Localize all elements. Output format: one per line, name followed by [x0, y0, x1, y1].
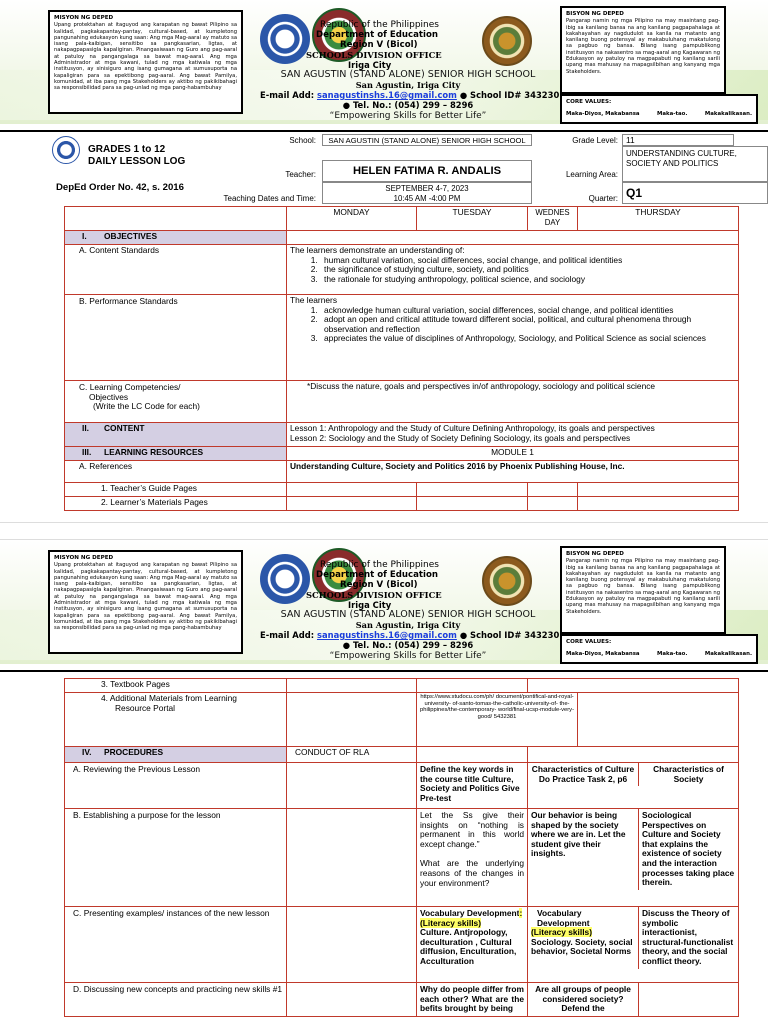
contact-line	[250, 90, 566, 100]
dates-value-line1: SEPTEMBER 4-7, 2023	[385, 184, 469, 193]
organization-header	[250, 20, 566, 121]
references-value: Understanding Culture, Society and Politics 2016 by Phoenix Publishing House, Inc.	[287, 461, 739, 483]
page-gap	[0, 522, 768, 540]
tg-wednesday	[528, 483, 578, 497]
procedure-b-tuesday-a: Let the Ss give their insights on “nothing is permanent in this world except change.”	[420, 810, 524, 849]
dll-title-line2: DAILY LESSON LOG	[88, 156, 186, 167]
days-header-blank	[65, 207, 287, 231]
content-standard-item-3: 3. the rationale for studying anthropology, political science, and sociology	[320, 275, 735, 285]
vision-box-2	[560, 546, 726, 634]
department-line: Department of Education	[316, 30, 439, 40]
procedure-a-wed-thu	[528, 763, 739, 809]
textbook-label: 3. Textbook Pages	[65, 679, 287, 693]
procedure-d-thursday	[639, 983, 738, 1016]
procedure-c-literacy: (Literacy skills)	[420, 917, 481, 928]
core-value-2-2: Maka-tao.	[657, 651, 688, 658]
content-value	[287, 423, 739, 447]
teachers-guide-row	[65, 483, 739, 497]
tb-wed-thu	[528, 679, 739, 693]
procedure-c-wed-literacy: (Literacy skills)	[531, 927, 592, 938]
procedure-row-d	[65, 983, 739, 1017]
content-standards-label: A. Content Standards	[65, 245, 287, 295]
day-monday: MONDAY	[287, 207, 417, 231]
learners-materials-label: 2. Learner’s Materials Pages	[65, 497, 287, 511]
core-values-title: CORE VALUES:	[566, 99, 612, 105]
email-link[interactable]: sanagustinshs.16@gmail.com	[316, 90, 457, 100]
school-name-2: SAN AGUSTIN (STAND ALONE) SENIOR HIGH SCHOOL	[280, 609, 536, 620]
references-label: A. References	[65, 461, 287, 483]
mission-title: MISYON NG DEPED	[54, 15, 114, 21]
proc-tuesday	[417, 747, 528, 763]
dll-title-line1: GRADES 1 to 12	[88, 144, 166, 155]
content-lesson-1: Lesson 1: Anthropology and the Study of Culture Defining Anthropology, its goals and perspectives	[290, 423, 655, 433]
school-value: SAN AGUSTIN (STAND ALONE) SENIOR HIGH SCHOOL	[322, 134, 532, 146]
procedure-b-tuesday	[417, 809, 528, 907]
competencies-label-line1: C. Learning Competencies/	[79, 382, 181, 392]
vision-title-2: BISYON NG DEPED	[566, 551, 624, 557]
email-label: E-mail Add:	[260, 90, 315, 100]
am-thursday	[578, 693, 739, 747]
lesson-log-table-page1	[64, 206, 739, 511]
contact-line-2	[250, 630, 566, 640]
proc-wed-thu	[528, 747, 739, 763]
school-name: SAN AGUSTIN (STAND ALONE) SENIOR HIGH SCHOOL	[280, 69, 536, 80]
tg-thursday	[578, 483, 739, 497]
performance-standard-item-1: 1. acknowledge human cultural variation, social differences, social change, and political identities	[320, 306, 735, 316]
header-divider	[0, 130, 768, 132]
procedure-c-tuesday-text: Culture. Antjropology, deculturation , Cultural diffusion, Enculturation, Acculturation	[420, 927, 517, 966]
competencies-row	[65, 381, 739, 423]
procedure-a-thursday: Characteristics of Society	[653, 764, 724, 784]
additional-materials-line1: 4. Additional Materials from Learning	[101, 693, 237, 703]
deped-logo-icon	[52, 136, 80, 164]
textbook-row	[65, 679, 739, 693]
core-value-3: Makakalikasan.	[704, 111, 752, 118]
grade-label: Grade Level:	[572, 136, 618, 145]
lm-monday	[287, 497, 417, 511]
content-standard-item-2: 2. the significance of studying culture, society, and politics	[320, 265, 735, 275]
procedure-row-c	[65, 907, 739, 983]
resources-heading-row	[65, 447, 739, 461]
tg-tuesday	[417, 483, 528, 497]
additional-materials-line2: Resource Portal	[115, 702, 176, 713]
dates-label: Teaching Dates and Time:	[223, 194, 316, 203]
procedure-a-label: A. Reviewing the Previous Lesson	[65, 763, 287, 809]
procedures-heading-row	[65, 747, 739, 763]
core-value-2: Maka-tao.	[657, 111, 688, 118]
day-tuesday: TUESDAY	[417, 207, 528, 231]
procedures-num: IV.	[82, 747, 92, 757]
mission-box	[48, 10, 243, 114]
procedure-b-tuesday-b: What are the underlying reasons of the changes in your environment?	[420, 858, 524, 888]
days-header-row	[65, 207, 739, 231]
competencies-label-line2: Objectives	[89, 391, 129, 402]
procedure-a-tuesday: Define the key words in the course title Culture, Society and Politics Give Pre-test	[417, 763, 528, 809]
performance-standard-item-3: 3. appreciates the value of disciplines of Anthropology, Sociology, and Political Science as social sciences	[320, 334, 735, 344]
procedure-b-wednesday: Our behavior is being shaped by the society where we are in. Let the student give their insights.	[528, 809, 639, 890]
school-address-2: San Agustin, Iriga City	[355, 620, 461, 630]
vision-text: Pangarap namin ng mga Pilipino na may masintang pag-ibig sa kanilang bansa na ang kanilang pagpapahalaga at kakahayahan ay nagdudulot sa kanila na matanto ang kanilang buong potensyal ay makabuluhang makatulong sa pagbuo ng bansa. Bilang isang pampublikong institusyon na nakasentro sa mag-aaral ang Kagawaran ng Edukasyon ay patuloy na magpapabuti ng kanilang sarili upang mas mahusay na mapagsilbihan ang kanyang mga Stakeholders.	[566, 18, 720, 75]
region-line: Region V (Bicol)	[340, 40, 418, 50]
content-standards-value	[287, 245, 739, 295]
tg-monday	[287, 483, 417, 497]
procedure-c-monday	[287, 907, 417, 983]
procedure-c-wed-text: Sociology. Society, social behavior, Societal Norms	[531, 936, 633, 957]
teachers-guide-label: 1. Teacher’s Guide Pages	[65, 483, 287, 497]
procedure-a-wednesday: Characteristics of Culture Do Practice Task 2, p6	[528, 763, 639, 786]
core-values-list	[566, 111, 752, 117]
vision-box	[560, 6, 726, 94]
am-monday	[287, 693, 417, 747]
teacher-value: HELEN FATIMA R. ANDALIS	[322, 160, 532, 182]
teacher-label: Teacher:	[285, 170, 316, 179]
vision-title: BISYON NG DEPED	[566, 11, 624, 17]
procedure-d-wed-thu	[528, 983, 739, 1017]
deped-order: DepEd Order No. 42, s. 2016	[56, 182, 184, 193]
mission-text: Upang protektahan at itaguyod ang karapatan ng bawat Pilipino sa kalidad, pagkakapantay-pantay, cultural-based, at kumpletong pangunahing edukasyon kung saan: Ang mga Mag-aaral ay matuto sa isang pala-kaibigan, sensitibo sa pangkasarian, ligtas, at nakapagpapasigla kapaligiran. Pinangasiwaan ng Guro ang pag-aaral at patuloy na pangangalaga sa bawat mag-aaral. Ang mga Administrador at mga kawani, tulad ng mga katiwala ng mga institusyon, ay sinisiguro ang isang gumagana at sumusuporta na kapaligiran para sa epektibong pag-aaral. Ang bawat Pamilya, komunidad, at iba pang mga Stakeholders ay aktibo ng pakikibahagi sa responsibilidad para sa pag-unlad ng mga pang-habambuhay	[54, 22, 237, 92]
organization-header-2	[250, 560, 566, 661]
references-row	[65, 461, 739, 483]
school-label: School:	[289, 136, 316, 145]
dll-title	[88, 144, 185, 168]
dll-header	[50, 134, 768, 206]
performance-standards-value	[287, 295, 739, 381]
procedures-heading	[65, 747, 287, 763]
city-line: Iriga City	[348, 60, 392, 70]
content-standards-intro: The learners demonstrate an understanding of:	[290, 245, 465, 255]
procedure-c-wed-vocab: Vocabulary Development	[537, 908, 590, 928]
core-value-1-2: Maka-Diyos, Makabansa	[566, 651, 640, 658]
core-values-list-2	[566, 651, 752, 657]
mission-text-2: Upang protektahan at itaguyod ang karapatan ng bawat Pilipino sa kalidad, pagkakapantay-pantay, cultural-based, at kumpletong pangunahing edukasyon kung saan: Ang mga Mag-aaral ay matuto sa isang pala-kaibigan, sensitibo sa pangkasarian, ligtas, at nakapagpapasigla kapaligiran. Pinangasiwaan ng Guro ang pag-aaral at patuloy na pangangalaga sa bawat mag-aaral. Ang mga Administrador at mga kawani, tulad ng mga katiwala ng mga institusyon, ay sinisiguro ang isang gumagana at sumusuporta na kapaligiran para sa epektibong pag-aaral. Ang bawat Pamilya, komunidad, at iba pang mga Stakeholders ay aktibo ng pakikibahagi sa responsibilidad para sa pag-unlad ng mga pang-habambuhay	[54, 562, 237, 632]
performance-standard-item-2: 2. adopt an open and critical attitude toward different social, political, and cultural phenomena through observation and reflection	[320, 315, 735, 334]
content-title: CONTENT	[104, 423, 145, 433]
objectives-num: I.	[82, 231, 87, 241]
telephone-line: ● Tel. No.: (054) 299 – 8296	[342, 100, 474, 110]
quarter-label: Quarter:	[588, 194, 618, 203]
procedure-a-monday	[287, 763, 417, 809]
core-values-title-2: CORE VALUES:	[566, 639, 612, 645]
procedure-c-wednesday	[528, 907, 639, 969]
procedure-c-vocab-colon: :	[519, 908, 523, 918]
lesson-log-table-page2	[64, 678, 739, 1017]
city-line-2: Iriga City	[348, 600, 392, 610]
procedures-title: PROCEDURES	[104, 747, 164, 757]
lm-wednesday	[528, 497, 578, 511]
core-value-3-2: Makakalikasan.	[704, 651, 752, 658]
division-line-2: SCHOOLS DIVISION OFFICE	[306, 590, 442, 600]
core-values-box-2	[560, 634, 758, 664]
tb-tuesday	[417, 679, 528, 693]
additional-materials-url[interactable]: https://www.studocu.com/ph/ document/pontifical-and-royal-university- of-santo-tomas-the-catholic-university-of- the-philippines/the-contemporary- world/final-ucsp-module-very-good/ 5432381	[417, 693, 578, 747]
objectives-heading-fill	[287, 231, 739, 245]
objectives-heading	[65, 231, 287, 245]
resources-num: III.	[82, 447, 92, 457]
procedure-d-label: D. Discussing new concepts and practicing new skills #1	[65, 983, 287, 1017]
day-wednesday: WEDNES DAY	[528, 207, 578, 231]
lm-thursday	[578, 497, 739, 511]
dates-value	[322, 182, 532, 204]
competencies-label	[65, 381, 287, 423]
performance-standards-label: B. Performance Standards	[65, 295, 287, 381]
school-id: ● School ID# 343230	[459, 90, 560, 100]
content-standard-item-1: 1. human cultural variation, social differences, social change, and political identities	[320, 256, 735, 266]
day-thursday: THURSDAY	[578, 207, 739, 231]
school-motto: “Empowering Skills for Better Life”	[329, 111, 487, 121]
conduct-rla: CONDUCT OF RLA	[287, 747, 417, 763]
email-link-2[interactable]: sanagustinshs.16@gmail.com	[316, 630, 457, 640]
additional-materials-label	[65, 693, 287, 747]
competencies-label-line3: (Write the LC Code for each)	[93, 401, 200, 412]
performance-standards-intro: The learners	[290, 295, 338, 305]
objectives-heading-row	[65, 231, 739, 245]
procedure-c-label: C. Presenting examples/ instances of the new lesson	[65, 907, 287, 983]
school-id-2: ● School ID# 343230	[459, 630, 560, 640]
lm-tuesday	[417, 497, 528, 511]
procedure-b-thursday: Sociological Perspectives on Culture and Society that explains the existence of society and the interaction processes taking place therein.	[642, 810, 735, 888]
competencies-value: *Discuss the nature, goals and perspectives in/of anthropology, sociology and political science	[287, 381, 739, 423]
learning-area-label: Learning Area:	[565, 170, 618, 179]
quarter-value: Q1	[622, 182, 768, 204]
grade-value: 11	[622, 134, 734, 146]
procedure-d-tuesday: Why do people differ from each other? What are the befits brought by being	[417, 983, 528, 1017]
procedure-c-tuesday	[417, 907, 528, 983]
mission-title-2: MISYON NG DEPED	[54, 555, 114, 561]
core-values-box	[560, 94, 758, 124]
republic-line: Republic of the Philippines	[320, 20, 439, 30]
procedure-c-wed-thu	[528, 907, 739, 983]
header-divider-2	[0, 670, 768, 672]
content-heading	[65, 423, 287, 447]
resources-module: MODULE 1	[287, 447, 739, 461]
email-label-2: E-mail Add:	[260, 630, 315, 640]
procedure-row-b	[65, 809, 739, 907]
learners-materials-row	[65, 497, 739, 511]
resources-title: LEARNING RESOURCES	[104, 447, 204, 457]
procedure-d-wednesday: Are all groups of people considered society? Defend the	[528, 983, 639, 1016]
performance-standards-row	[65, 295, 739, 381]
procedure-row-a	[65, 763, 739, 809]
resources-heading	[65, 447, 287, 461]
content-lesson-2: Lesson 2: Sociology and the Study of Society Defining Sociology, its goals and perspectives	[290, 432, 631, 443]
division-line: SCHOOLS DIVISION OFFICE	[306, 50, 442, 60]
tb-monday	[287, 679, 417, 693]
learning-area-value: UNDERSTANDING CULTURE, SOCIETY AND POLITICS	[622, 146, 768, 182]
objectives-title: OBJECTIVES	[104, 231, 158, 241]
procedure-b-label: B. Establishing a purpose for the lesson	[65, 809, 287, 907]
procedure-c-vocab: Vocabulary Development	[420, 908, 520, 918]
core-value-1: Maka-Diyos, Makabansa	[566, 111, 640, 118]
republic-line-2: Republic of the Philippines	[320, 560, 439, 570]
school-address: San Agustin, Iriga City	[355, 80, 461, 90]
school-motto-2: “Empowering Skills for Better Life”	[329, 651, 487, 661]
dates-value-line2: 10:45 AM -4:00 PM	[393, 193, 461, 203]
content-standards-row	[65, 245, 739, 295]
procedure-c-thursday: Discuss the Theory of symbolic interactionist, structural-functionalist theory, and the social conflict theory.	[642, 908, 734, 966]
procedure-d-monday	[287, 983, 417, 1017]
vision-text-2: Pangarap namin ng mga Pilipino na may masintang pag-ibig sa kanilang bansa na ang kanilang pagpapahalaga at kakahayahan ay nagdudulot sa kanila na matanto ang kanilang buong potensyal ay makabuluhang makatulong sa pagbuo ng bansa. Bilang isang pampublikong institusyon na nakasentro sa mag-aaral ang Kagawaran ng Edukasyon ay patuloy na magpapabuti ng kanilang sarili upang mas mahusay na mapagsilbihan ang kanyang mga Stakeholders.	[566, 558, 720, 615]
telephone-line-2: ● Tel. No.: (054) 299 – 8296	[342, 640, 474, 650]
content-num: II.	[82, 423, 89, 433]
department-line-2: Department of Education	[316, 570, 439, 580]
region-line-2: Region V (Bicol)	[340, 580, 418, 590]
procedure-b-wed-thu	[528, 809, 739, 907]
procedure-b-monday	[287, 809, 417, 907]
mission-box-2	[48, 550, 243, 654]
content-row	[65, 423, 739, 447]
additional-materials-row	[65, 693, 739, 747]
